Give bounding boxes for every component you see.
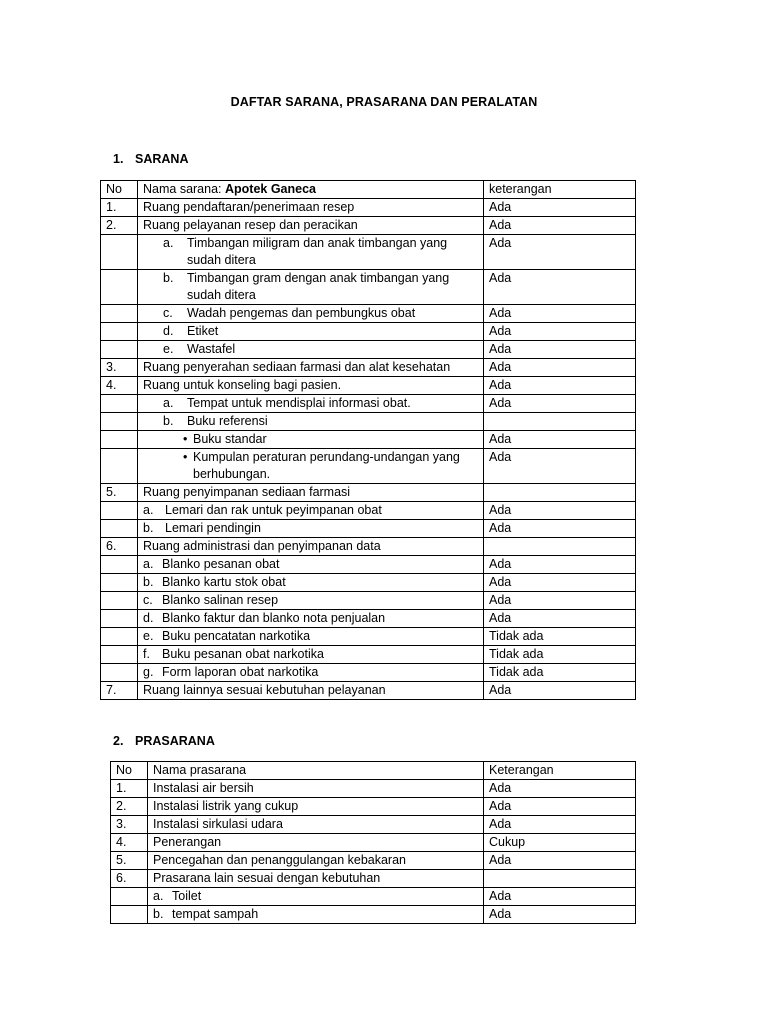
- row-status: Ada: [484, 556, 636, 574]
- table-row: [101, 377, 636, 395]
- row-item-text: Blanko pesanan obat: [162, 557, 280, 571]
- row-number: [101, 323, 138, 341]
- table-row: [101, 520, 636, 538]
- table-row: [101, 341, 636, 359]
- pharmacy-name: Apotek Ganeca: [224, 182, 316, 196]
- row-item-text: Lemari pendingin: [165, 521, 261, 535]
- row-number: [101, 628, 138, 646]
- row-item: [138, 217, 484, 235]
- row-item-label: •: [183, 432, 188, 446]
- row-number: [101, 395, 138, 413]
- row-item: [138, 270, 484, 305]
- row-number: [101, 664, 138, 682]
- header-info: Keterangan: [484, 762, 636, 780]
- row-status: Ada: [484, 780, 636, 798]
- row-item-text: Lemari dan rak untuk peyimpanan obat: [165, 503, 382, 517]
- row-item: [138, 431, 484, 449]
- table-row: [101, 574, 636, 592]
- prasarana-heading-number: 2.: [113, 734, 124, 748]
- row-item-text: Buku pencatatan narkotika: [162, 629, 311, 643]
- row-item-text: Instalasi air bersih: [153, 781, 254, 795]
- row-status: Ada: [484, 305, 636, 323]
- table-row: [101, 217, 636, 235]
- table-row: [101, 628, 636, 646]
- row-item-text: Prasarana lain sesuai dengan kebutuhan: [153, 871, 381, 885]
- row-number: [101, 592, 138, 610]
- table-row: [111, 798, 636, 816]
- row-item-text: Blanko salinan resep: [162, 593, 279, 607]
- table-row: [101, 538, 636, 556]
- table-row: [101, 556, 636, 574]
- table-row: [111, 816, 636, 834]
- table-row: [101, 395, 636, 413]
- row-status: Tidak ada: [484, 646, 636, 664]
- row-status: Ada: [484, 431, 636, 449]
- row-item-text: Blanko kartu stok obat: [162, 575, 286, 589]
- row-status: Ada: [484, 341, 636, 359]
- row-status: Ada: [484, 888, 636, 906]
- table-row: [101, 449, 636, 484]
- row-number: [101, 449, 138, 484]
- table-row: [101, 610, 636, 628]
- row-item: [138, 449, 484, 484]
- row-item-label: •: [183, 450, 188, 464]
- row-number: 4.: [111, 834, 148, 852]
- table-header-row: [101, 181, 636, 199]
- table-row: [101, 502, 636, 520]
- row-item-text: tempat sampah: [172, 907, 259, 921]
- row-item: [138, 359, 484, 377]
- row-item-text: Ruang lainnya sesuai kebutuhan pelayanan: [143, 683, 386, 697]
- row-status: Ada: [484, 323, 636, 341]
- row-item-label: b.: [153, 907, 164, 921]
- row-item-text: Buku pesanan obat narkotika: [162, 647, 324, 661]
- row-item: [138, 502, 484, 520]
- row-status: Ada: [484, 377, 636, 395]
- row-item-text: Toilet: [172, 889, 202, 903]
- row-number: [111, 906, 148, 924]
- row-number: 2.: [111, 798, 148, 816]
- row-number: [101, 431, 138, 449]
- row-item-text: Buku standar: [193, 432, 267, 446]
- row-item: [148, 834, 484, 852]
- header-info: keterangan: [484, 181, 636, 199]
- row-item: [138, 235, 484, 270]
- row-item-text: Form laporan obat narkotika: [162, 665, 319, 679]
- row-item-label: a.: [143, 503, 154, 517]
- row-number: [101, 413, 138, 431]
- sarana-heading-text: SARANA: [135, 152, 189, 166]
- row-number: [101, 556, 138, 574]
- row-item: [138, 682, 484, 700]
- table-row: [101, 664, 636, 682]
- row-item: [148, 870, 484, 888]
- row-item-label: e.: [163, 342, 174, 356]
- row-status: Ada: [484, 798, 636, 816]
- row-item: [148, 816, 484, 834]
- row-item: [138, 574, 484, 592]
- row-status: Ada: [484, 217, 636, 235]
- table-header-row: [111, 762, 636, 780]
- table-row: [101, 431, 636, 449]
- row-status: Ada: [484, 906, 636, 924]
- row-status: [484, 484, 636, 502]
- row-status: [484, 538, 636, 556]
- row-item: [138, 377, 484, 395]
- table-row: [111, 870, 636, 888]
- table-row: [111, 852, 636, 870]
- row-number: [101, 305, 138, 323]
- table-row: [101, 199, 636, 217]
- row-item: [138, 341, 484, 359]
- table-row: [101, 484, 636, 502]
- row-item-label: e.: [143, 629, 154, 643]
- row-status: Ada: [484, 199, 636, 217]
- sarana-heading: [113, 152, 188, 166]
- row-number: [101, 235, 138, 270]
- row-item: [138, 520, 484, 538]
- row-item-text: Wastafel: [187, 342, 236, 356]
- row-number: [101, 520, 138, 538]
- row-number: 3.: [101, 359, 138, 377]
- row-item-text: Pencegahan dan penanggulangan kebakaran: [153, 853, 407, 867]
- row-item: [138, 664, 484, 682]
- row-item-text: Etiket: [187, 324, 219, 338]
- row-status: Ada: [484, 852, 636, 870]
- table-row: [101, 646, 636, 664]
- row-status: Ada: [484, 359, 636, 377]
- row-item: [148, 888, 484, 906]
- row-item-label: c.: [163, 306, 173, 320]
- row-item: [148, 798, 484, 816]
- row-number: [101, 270, 138, 305]
- table-row: [111, 888, 636, 906]
- row-item-text: Timbangan gram dengan anak timbangan yang sudah ditera: [187, 271, 450, 302]
- row-status: Ada: [484, 816, 636, 834]
- table-row: [101, 592, 636, 610]
- table-row: [101, 413, 636, 431]
- row-status: [484, 870, 636, 888]
- row-status: Ada: [484, 395, 636, 413]
- row-item-text: Penerangan: [153, 835, 222, 849]
- header-no: No: [101, 181, 138, 199]
- row-number: 2.: [101, 217, 138, 235]
- row-item: [138, 628, 484, 646]
- row-item: [148, 906, 484, 924]
- row-item-label: a.: [153, 889, 164, 903]
- header-no: No: [111, 762, 148, 780]
- table-row: [101, 305, 636, 323]
- sarana-heading-number: 1.: [113, 152, 124, 166]
- table-row: [101, 270, 636, 305]
- row-number: [111, 888, 148, 906]
- sarana-table: [100, 180, 636, 700]
- table-row: [101, 359, 636, 377]
- row-item-text: Ruang pelayanan resep dan peracikan: [143, 218, 358, 232]
- row-status: Ada: [484, 682, 636, 700]
- row-item-label: f.: [143, 647, 150, 661]
- row-status: Ada: [484, 502, 636, 520]
- header-name: Nama prasarana: [148, 762, 484, 780]
- row-item-text: Ruang untuk konseling bagi pasien.: [143, 378, 342, 392]
- row-item: [138, 199, 484, 217]
- row-item-text: Ruang pendaftaran/penerimaan resep: [143, 200, 355, 214]
- row-item-text: Instalasi listrik yang cukup: [153, 799, 299, 813]
- row-number: 1.: [101, 199, 138, 217]
- row-item: [138, 323, 484, 341]
- row-item: [138, 305, 484, 323]
- row-item: [148, 852, 484, 870]
- row-status: Tidak ada: [484, 664, 636, 682]
- row-status: Tidak ada: [484, 628, 636, 646]
- row-status: Ada: [484, 520, 636, 538]
- table-row: [101, 682, 636, 700]
- row-item: [138, 538, 484, 556]
- row-number: [101, 646, 138, 664]
- document-title: DAFTAR SARANA, PRASARANA DAN PERALATAN: [230, 95, 538, 109]
- row-item: [138, 646, 484, 664]
- table-row: [111, 906, 636, 924]
- row-item-label: g.: [143, 665, 154, 679]
- row-item-label: c.: [143, 593, 153, 607]
- table-row: [111, 780, 636, 798]
- table-row: [101, 235, 636, 270]
- row-number: 4.: [101, 377, 138, 395]
- row-item-label: b.: [163, 414, 174, 428]
- row-item-text: Buku referensi: [187, 414, 268, 428]
- row-item-label: d.: [163, 324, 174, 338]
- prasarana-table: [110, 761, 636, 924]
- row-number: 5.: [101, 484, 138, 502]
- row-status: Ada: [484, 235, 636, 270]
- row-status: Ada: [484, 270, 636, 305]
- row-item: [138, 592, 484, 610]
- row-item: [138, 395, 484, 413]
- row-item: [138, 610, 484, 628]
- row-item-label: a.: [143, 557, 154, 571]
- row-item-text: Timbangan miligram dan anak timbangan yang sudah ditera: [187, 236, 448, 267]
- row-item-label: b.: [143, 521, 154, 535]
- row-item-text: Ruang penyerahan sediaan farmasi dan alat kesehatan: [143, 360, 451, 374]
- row-item: [138, 556, 484, 574]
- table-row: [111, 834, 636, 852]
- row-item-text: Wadah pengemas dan pembungkus obat: [187, 306, 416, 320]
- row-item-label: d.: [143, 611, 154, 625]
- row-item-text: Ruang administrasi dan penyimpanan data: [143, 539, 381, 553]
- row-item-label: b.: [163, 271, 174, 285]
- prasarana-heading-text: PRASARANA: [135, 734, 215, 748]
- row-item-text: Kumpulan peraturan perundang-undangan yang berhubungan.: [193, 450, 460, 481]
- row-number: 5.: [111, 852, 148, 870]
- row-item: [138, 413, 484, 431]
- header-name-prefix: Nama sarana:: [143, 182, 225, 196]
- row-status: Ada: [484, 574, 636, 592]
- row-number: [101, 574, 138, 592]
- row-status: Ada: [484, 449, 636, 484]
- row-item: [148, 780, 484, 798]
- table-row: [101, 323, 636, 341]
- row-item: [138, 484, 484, 502]
- row-item-text: Instalasi sirkulasi udara: [153, 817, 283, 831]
- row-number: [101, 610, 138, 628]
- row-status: Ada: [484, 610, 636, 628]
- row-status: [484, 413, 636, 431]
- row-number: 3.: [111, 816, 148, 834]
- row-number: [101, 341, 138, 359]
- row-status: Cukup: [484, 834, 636, 852]
- row-item-label: a.: [163, 396, 174, 410]
- row-number: [101, 502, 138, 520]
- row-item-label: b.: [143, 575, 154, 589]
- row-status: Ada: [484, 592, 636, 610]
- row-number: 7.: [101, 682, 138, 700]
- header-name: [138, 181, 484, 199]
- prasarana-heading: [113, 734, 215, 748]
- row-number: 6.: [111, 870, 148, 888]
- row-item-text: Ruang penyimpanan sediaan farmasi: [143, 485, 351, 499]
- row-item-text: Blanko faktur dan blanko nota penjualan: [162, 611, 386, 625]
- row-item-label: a.: [163, 236, 174, 250]
- row-number: 6.: [101, 538, 138, 556]
- row-number: 1.: [111, 780, 148, 798]
- row-item-text: Tempat untuk mendisplai informasi obat.: [187, 396, 411, 410]
